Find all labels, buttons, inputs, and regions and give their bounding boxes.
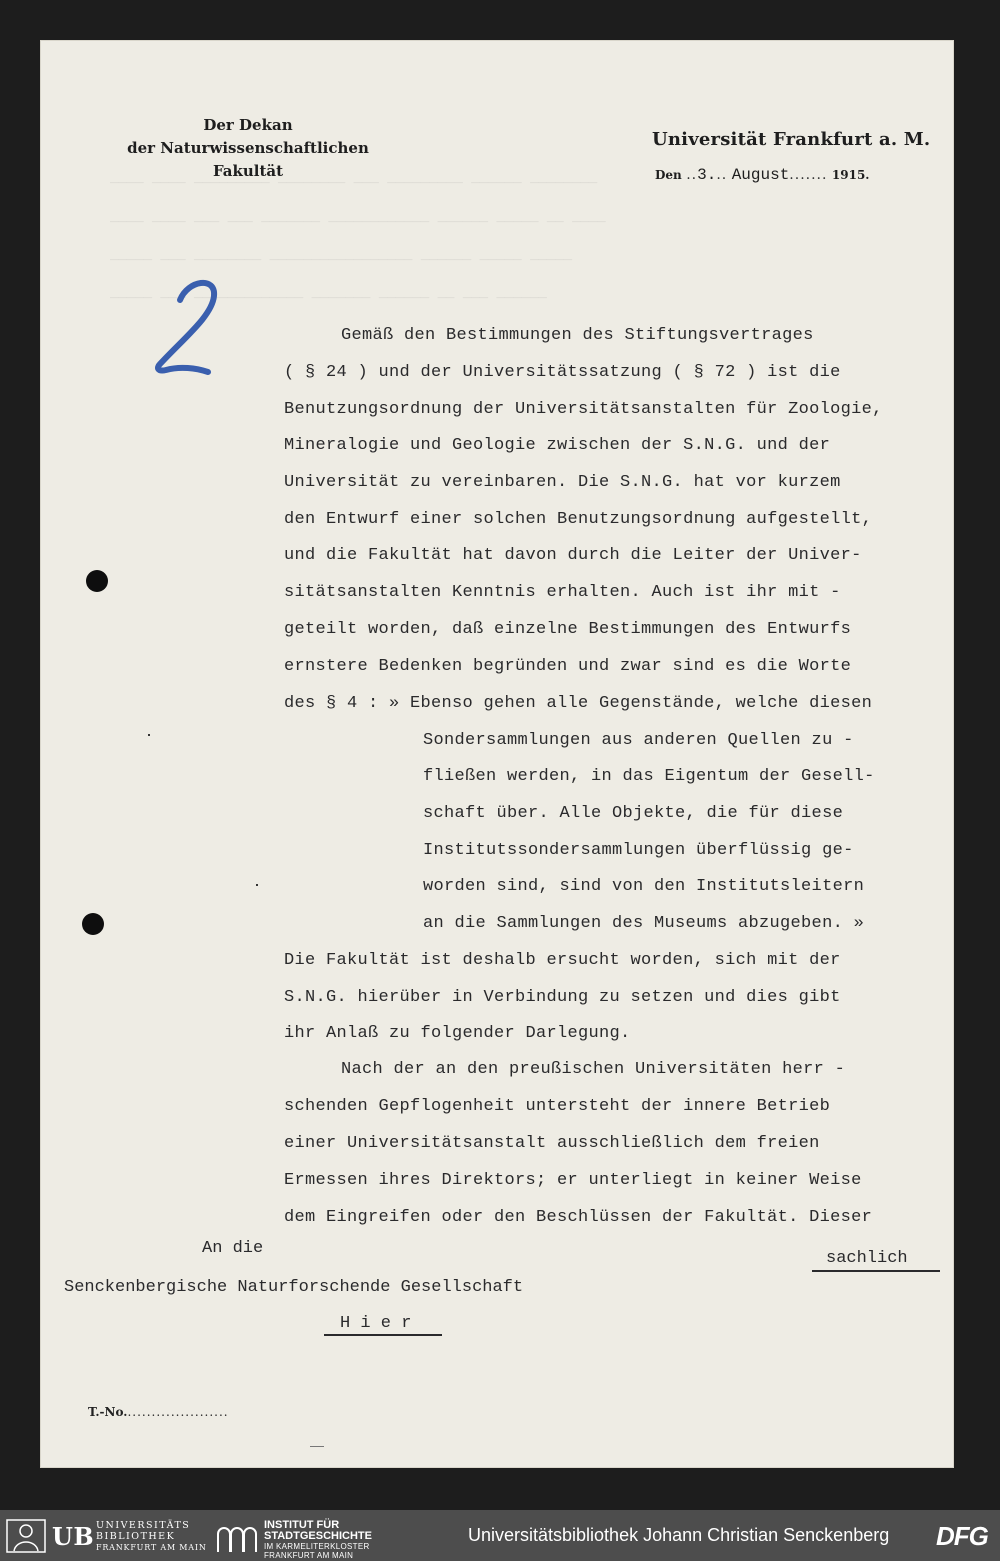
- address-underline: [324, 1334, 442, 1336]
- body-line: geteilt worden, daß einzelne Bestimmungen des Entwurfs: [284, 620, 852, 639]
- body-line: Ermessen ihres Direktors; er unterliegt in keiner Weise: [284, 1171, 862, 1190]
- ub-line-3: FRANKFURT AM MAIN: [96, 1543, 207, 1552]
- punch-hole-top: [86, 570, 108, 592]
- address-recipient: Senckenbergische Naturforschende Gesellschaft: [64, 1278, 524, 1297]
- address-location: H i e r: [340, 1314, 412, 1333]
- speck: [256, 884, 258, 886]
- body-line: Die Fakultät ist deshalb ersucht worden, sich mit der: [284, 951, 841, 970]
- date-day: 3.: [697, 166, 717, 184]
- isg-arches-logo-icon: [216, 1520, 258, 1552]
- tno-label: T.-No.: [88, 1405, 128, 1419]
- isg-logo-text: [264, 1520, 372, 1560]
- body-line: ihr Anlaß zu folgender Darlegung.: [284, 1024, 631, 1043]
- body-line: ( § 24 ) und der Universitätssatzung ( § 72 ) ist die: [284, 363, 841, 382]
- body-line: und die Fakultät hat davon durch die Leiter der Univer-: [284, 546, 862, 565]
- body-line: des § 4 : » Ebenso gehen alle Gegenstände, welche diesen: [284, 694, 873, 713]
- date-prefix: Den: [655, 168, 682, 182]
- isg-line-3: IM KARMELITERKLOSTER: [264, 1542, 370, 1551]
- ub-line-1: UNIVERSITÄTS: [96, 1520, 191, 1531]
- body-line: Mineralogie und Geologie zwischen der S.N.G. und der: [284, 436, 831, 455]
- punch-hole-bottom: [82, 913, 104, 935]
- isg-line-4: FRANKFURT AM MAIN: [264, 1551, 354, 1560]
- ub-logo-text: UB: [52, 1522, 95, 1551]
- quote-line: Institutssondersammlungen überflüssig ge-: [423, 841, 854, 860]
- dean-title: Der Dekan: [203, 116, 293, 134]
- body-line: Universität zu vereinbaren. Die S.N.G. hat vor kurzem: [284, 473, 841, 492]
- speck: [310, 1446, 324, 1447]
- dfg-logo: DFG: [936, 1521, 988, 1551]
- quote-line: Sondersammlungen aus anderen Quellen zu -: [423, 731, 854, 750]
- catchword-underline: [812, 1270, 940, 1272]
- ub-line-2: BIBLIOTHEK: [96, 1531, 176, 1542]
- footer-library-name: Universitätsbibliothek Johann Christian Senckenberg: [468, 1525, 890, 1545]
- footer-bar: [0, 1510, 1000, 1561]
- speck: [148, 734, 150, 736]
- quote-line: an die Sammlungen des Museums abzugeben. »: [423, 914, 865, 933]
- university-name: Universität Frankfurt a. M.: [652, 129, 931, 150]
- body-line: schenden Gepflogenheit untersteht der innere Betrieb: [284, 1097, 831, 1116]
- body-line: Benutzungsordnung der Universitätsanstalten für Zoologie,: [284, 400, 883, 419]
- body-line: Nach der an den preußischen Universitäten herr -: [341, 1060, 846, 1079]
- body-line: S.N.G. hierüber in Verbindung zu setzen und dies gibt: [284, 988, 841, 1007]
- faculty-name: der Naturwissenschaftlichen Fakultät: [127, 139, 369, 180]
- date-line: Den ..3... August....... 1915.: [655, 166, 870, 184]
- body-line: den Entwurf einer solchen Benutzungsordnung aufgestellt,: [284, 510, 873, 529]
- body-line: dem Eingreifen oder den Beschlüssen der Fakultät. Dieser: [284, 1208, 873, 1227]
- quote-line: worden sind, sind von den Institutsleitern: [423, 877, 865, 896]
- dean-letterhead: [108, 114, 388, 183]
- catchword: sachlich: [826, 1249, 908, 1268]
- body-line: einer Universitätsanstalt ausschließlich dem freien: [284, 1134, 820, 1153]
- date-month: August: [731, 166, 790, 184]
- body-line: Gemäß den Bestimmungen des Stiftungsvertrages: [341, 326, 814, 345]
- handwritten-number-2: [150, 272, 230, 382]
- ub-logo-subtitle: [96, 1520, 207, 1553]
- quote-line: schaft über. Alle Objekte, die für diese: [423, 804, 844, 823]
- date-year: 1915.: [831, 168, 870, 182]
- tno-field: T.-No......................: [88, 1405, 229, 1419]
- address-line-1: An die: [202, 1239, 264, 1258]
- isg-line-1: INSTITUT FÜR: [264, 1519, 340, 1531]
- body-line: ernstere Bedenken begründen und zwar sind es die Worte: [284, 657, 852, 676]
- body-line: sitätsanstalten Kenntnis erhalten. Auch ist ihr mit -: [284, 583, 841, 602]
- quote-line: fließen werden, in das Eigentum der Gesell-: [423, 767, 875, 786]
- isg-line-2: STADTGESCHICHTE: [264, 1530, 372, 1542]
- ub-portrait-logo-icon: [6, 1519, 46, 1553]
